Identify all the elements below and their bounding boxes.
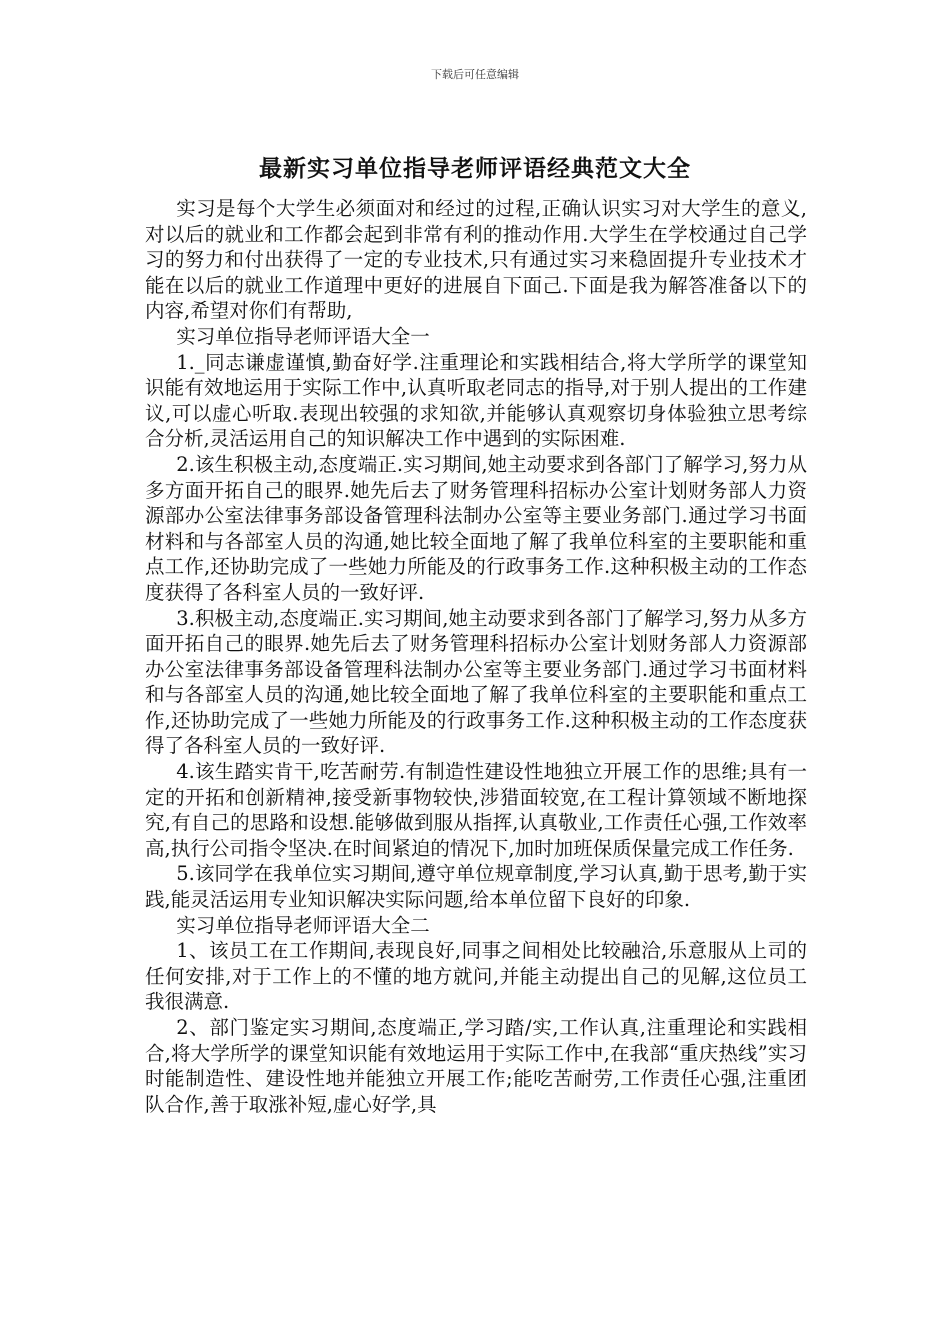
document-body (145, 196, 807, 1117)
comment-paragraph: 4.该生踏实肯干,吃苦耐劳.有制造性建设性地独立开展工作的思维;具有一定的开拓和创新精神,接受新事物较快,涉猎面较宽,在工程计算领域不断地探究,有自己的思路和设想.能够做到服从指挥,认真敬业,工作责任心强,工作效率高,执行公司指令坚决.在时间紧迫的情况下,加时加班保质保量完成工作任务. (145, 760, 807, 860)
comment-paragraph: 1._同志谦虚谨慎,勤奋好学.注重理论和实践相结合,将大学所学的课堂知识能有效地运用于实际工作中,认真听取老同志的指导,对于别人提出的工作建议,可以虚心听取.表现出较强的求知欲,并能够认真观察切身体验独立思考综合分析,灵活运用自己的知识解决工作中遇到的实际困难. (145, 350, 807, 451)
comment-paragraph: 2.该生积极主动,态度端正.实习期间,她主动要求到各部门了解学习,努力从多方面开拓自己的眼界.她先后去了财务管理科招标办公室计划财务部人力资源部办公室法律事务部设备管理科法制办公室等主要业务部门.通过学习书面材料和与各部室人员的沟通,她比较全面地了解了我单位科室的主要职能和重点工作,还协助完成了一些她力所能及的行政事务工作.这种积极主动的工作态度获得了各科室人员的一致好评. (145, 452, 807, 604)
header-note: 下载后可任意编辑 (431, 68, 519, 81)
document-title: 最新实习单位指导老师评语经典范文大全 (259, 156, 691, 182)
comment-paragraph: 1、该员工在工作期间,表现良好,同事之间相处比较融洽,乐意服从上司的任何安排,对于工作上的不懂的地方就问,并能主动提出自己的见解,这位员工我很满意. (145, 939, 807, 1014)
comment-paragraph: 2、部门鉴定实习期间,态度端正,学习踏/实,工作认真,注重理论和实践相合,将大学所学的课堂知识能有效地运用于实际工作中,在我部“重庆热线”实习时能制造性、建设性地并能独立开展工作;能吃苦耐劳,工作责任心强,注重团队合作,善于取涨补短,虚心好学,具 (145, 1016, 807, 1116)
comment-paragraph: 3.积极主动,态度端正.实习期间,她主动要求到各部门了解学习,努力从多方面开拓自己的眼界.她先后去了财务管理科招标办公室计划财务部人力资源部办公室法律事务部设备管理科法制办公室等主要业务部门.通过学习书面材料和与各部室人员的沟通,她比较全面地了解了我单位科室的主要职能和重点工作,还协助完成了一些她力所能及的行政事务工作.这种积极主动的工作态度获得了各科室人员的一致好评. (145, 606, 807, 758)
comment-paragraph: 5.该同学在我单位实习期间,遵守单位规章制度,学习认真,勤于思考,勤于实践,能灵活运用专业知识解决实际问题,给本单位留下良好的印象. (145, 862, 807, 912)
intro-paragraph: 实习是每个大学生必须面对和经过的过程,正确认识实习对大学生的意义,对以后的就业和工作都会起到非常有利的推动作用.大学生在学校通过自己学习的努力和付出获得了一定的专业技术,只有通过实习来稳固提升专业技术才能在以后的就业工作道理中更好的进展自下面己.下面是我为解答准备以下的内容,希望对你们有帮助, (145, 197, 807, 323)
section-heading-1: 实习单位指导老师评语大全一 (176, 324, 430, 348)
section-heading-2: 实习单位指导老师评语大全二 (176, 913, 430, 937)
